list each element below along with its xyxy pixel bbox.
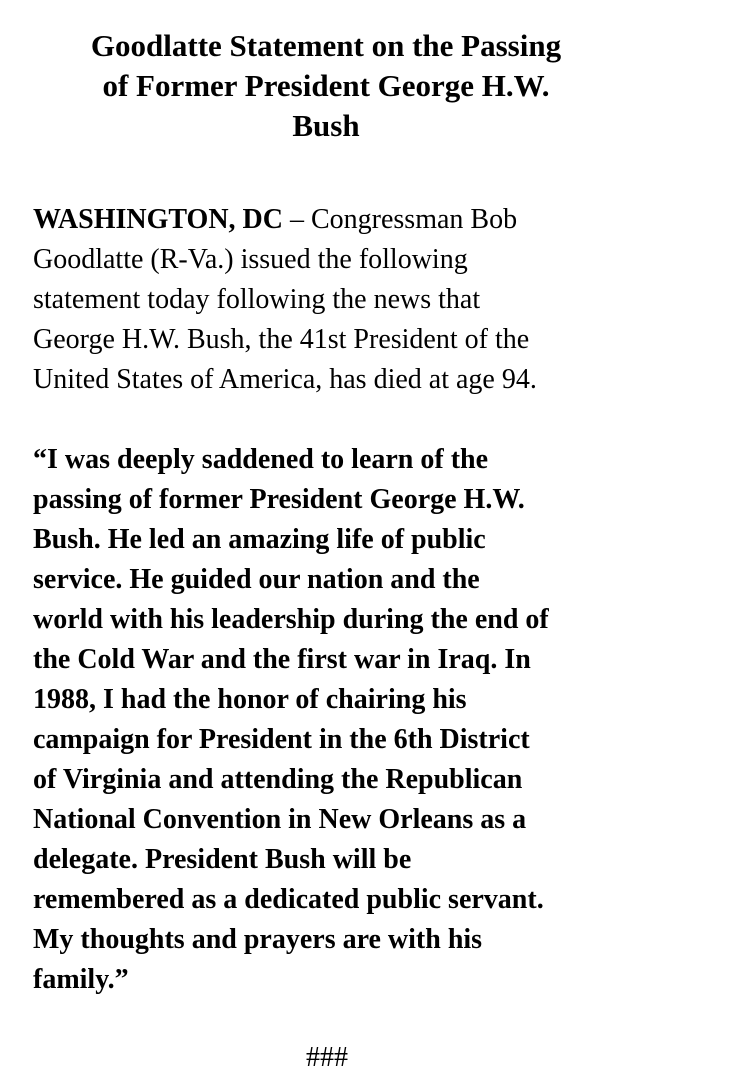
quote-line: campaign for President in the 6th District bbox=[33, 724, 530, 755]
lead-line: statement today following the news that bbox=[33, 284, 481, 315]
statement-title bbox=[20, 26, 632, 146]
lead-line: Goodlatte (R-Va.) issued the following bbox=[33, 244, 468, 275]
quote-line: National Convention in New Orleans as a bbox=[33, 804, 527, 835]
quote-line: the Cold War and the first war in Iraq. In bbox=[33, 644, 531, 675]
quote-line: passing of former President George H.W. bbox=[33, 484, 525, 515]
quote-line: 1988, I had the honor of chairing his bbox=[33, 684, 467, 715]
statement-quote bbox=[33, 440, 633, 1000]
quote-line: of Virginia and attending the Republican bbox=[33, 764, 523, 795]
lead-first-line bbox=[33, 200, 633, 240]
lead-line: United States of America, has died at age 94. bbox=[33, 364, 537, 395]
quote-line: family.” bbox=[33, 964, 129, 995]
quote-line: Bush. He led an amazing life of public bbox=[33, 524, 486, 555]
quote-line: delegate. President Bush will be bbox=[33, 844, 412, 875]
quote-line: world with his leadership during the end of bbox=[33, 604, 549, 635]
title-line: Bush bbox=[292, 108, 360, 143]
lead-line: – Congressman Bob bbox=[282, 204, 518, 235]
lead-paragraph bbox=[33, 200, 633, 400]
title-line: of Former President George H.W. bbox=[102, 68, 550, 103]
quote-line: “I was deeply saddened to learn of the bbox=[33, 444, 489, 475]
quote-line: My thoughts and prayers are with his bbox=[33, 924, 483, 955]
lead-line: George H.W. Bush, the 41st President of the bbox=[33, 324, 530, 355]
dateline: WASHINGTON, DC bbox=[33, 204, 283, 235]
quote-line: service. He guided our nation and the bbox=[33, 564, 480, 595]
title-line: Goodlatte Statement on the Passing bbox=[90, 28, 562, 63]
quote-line: remembered as a dedicated public servant. bbox=[33, 884, 544, 915]
end-mark: ### bbox=[306, 1042, 348, 1073]
